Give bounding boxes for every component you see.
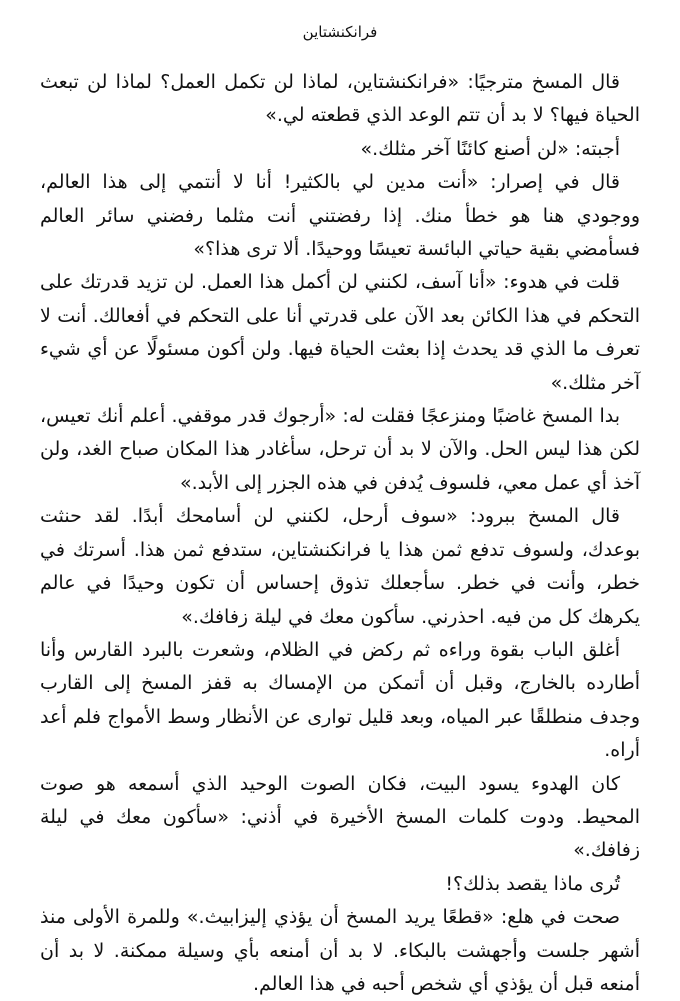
paragraph: صحت في هلع: «قطعًا يريد المسخ أن يؤذي إليزابيث.» وللمرة الأولى منذ أشهر جلست وأجهشت بالبكاء. لا بد أن أمنعه بأي وسيلة ممكنة. لا بد أن أمنعه قبل أن يؤذي أي شخص أحبه في هذا العالم.	[40, 906, 640, 995]
paragraph: قال في إصرار: «أنت مدين لي بالكثير! أنا لا أنتمي إلى هذا العالم، ووجودي هنا هو خطأ منك. إذا رفضتني أنت مثلما رفضني سائر العالم فسأمضي بقية حياتي البائسة تعيسًا ووحيدًا. ألا ترى هذا؟»	[40, 171, 640, 261]
paragraph: أغلق الباب بقوة وراءه ثم ركض في الظلام، وشعرت بالبرد القارس وأنا أطارده بالخارج، وقبل أن أتمكن من الإمساك به قفز المسخ إلى القارب وجدف منطلقًا عبر المياه، وبعد قليل توارى عن الأنظار وسط الأمواج فلم أعد أراه.	[40, 638, 640, 762]
paragraph: بدا المسخ غاضبًا ومنزعجًا فقلت له: «أرجوك قدر موقفي. أعلم أنك تعيس، لكن هذا ليس الحل. والآن لا بد أن ترحل، سأغادر هذا المكان صباح الغد، ولن آخذ أي عمل معي، فلسوف يُدفن في هذه الجزر إلى الأبد.»	[40, 405, 640, 494]
page-body	[40, 66, 640, 1001]
paragraph: قال المسخ مترجيًا: «فرانكنشتاين، لماذا لن تكمل العمل؟ لماذا لن تبعث الحياة فيها؟ لا بد أن تتم الوعد الذي قطعته لي.»	[40, 71, 640, 127]
paragraph: كان الهدوء يسود البيت، فكان الصوت الوحيد الذي أسمعه هو صوت المحيط. ودوت كلمات المسخ الأخيرة في أذني: «سأكون معك في ليلة زفافك.»	[40, 772, 640, 862]
paragraph: أجبته: «لن أصنع كائنًا آخر مثلك.»	[360, 137, 620, 160]
paragraph: تُرى ماذا يقصد بذلك؟!	[445, 872, 620, 895]
paragraph: قلت في هدوء: «أنا آسف، لكنني لن أكمل هذا العمل. لن تزيد قدرتك على التحكم في هذا الكائن بعد الآن على قدرتي أنا على التحكم في أفعالك. أنت لا تعرف ما الذي قد يحدث إذا بعثت الحياة فيها. ولن أكون مسئولًا عن أي شيء آخر مثلك.»	[40, 271, 640, 394]
running-title: فرانكنشتاين	[302, 23, 378, 41]
paragraph: قال المسخ ببرود: «سوف أرحل، لكنني لن أسامحك أبدًا. لقد حنثت بوعدك، ولسوف تدفع ثمن هذا يا فرانكنشتاين، ستدفع ثمن هذا. أسرتك في خطر، وأنت في خطر. سأجعلك تذوق إحساس أن تكون وحيدًا في عالم يكرهك كل من فيه. احذرني. سأكون معك في ليلة زفافك.»	[40, 505, 640, 628]
